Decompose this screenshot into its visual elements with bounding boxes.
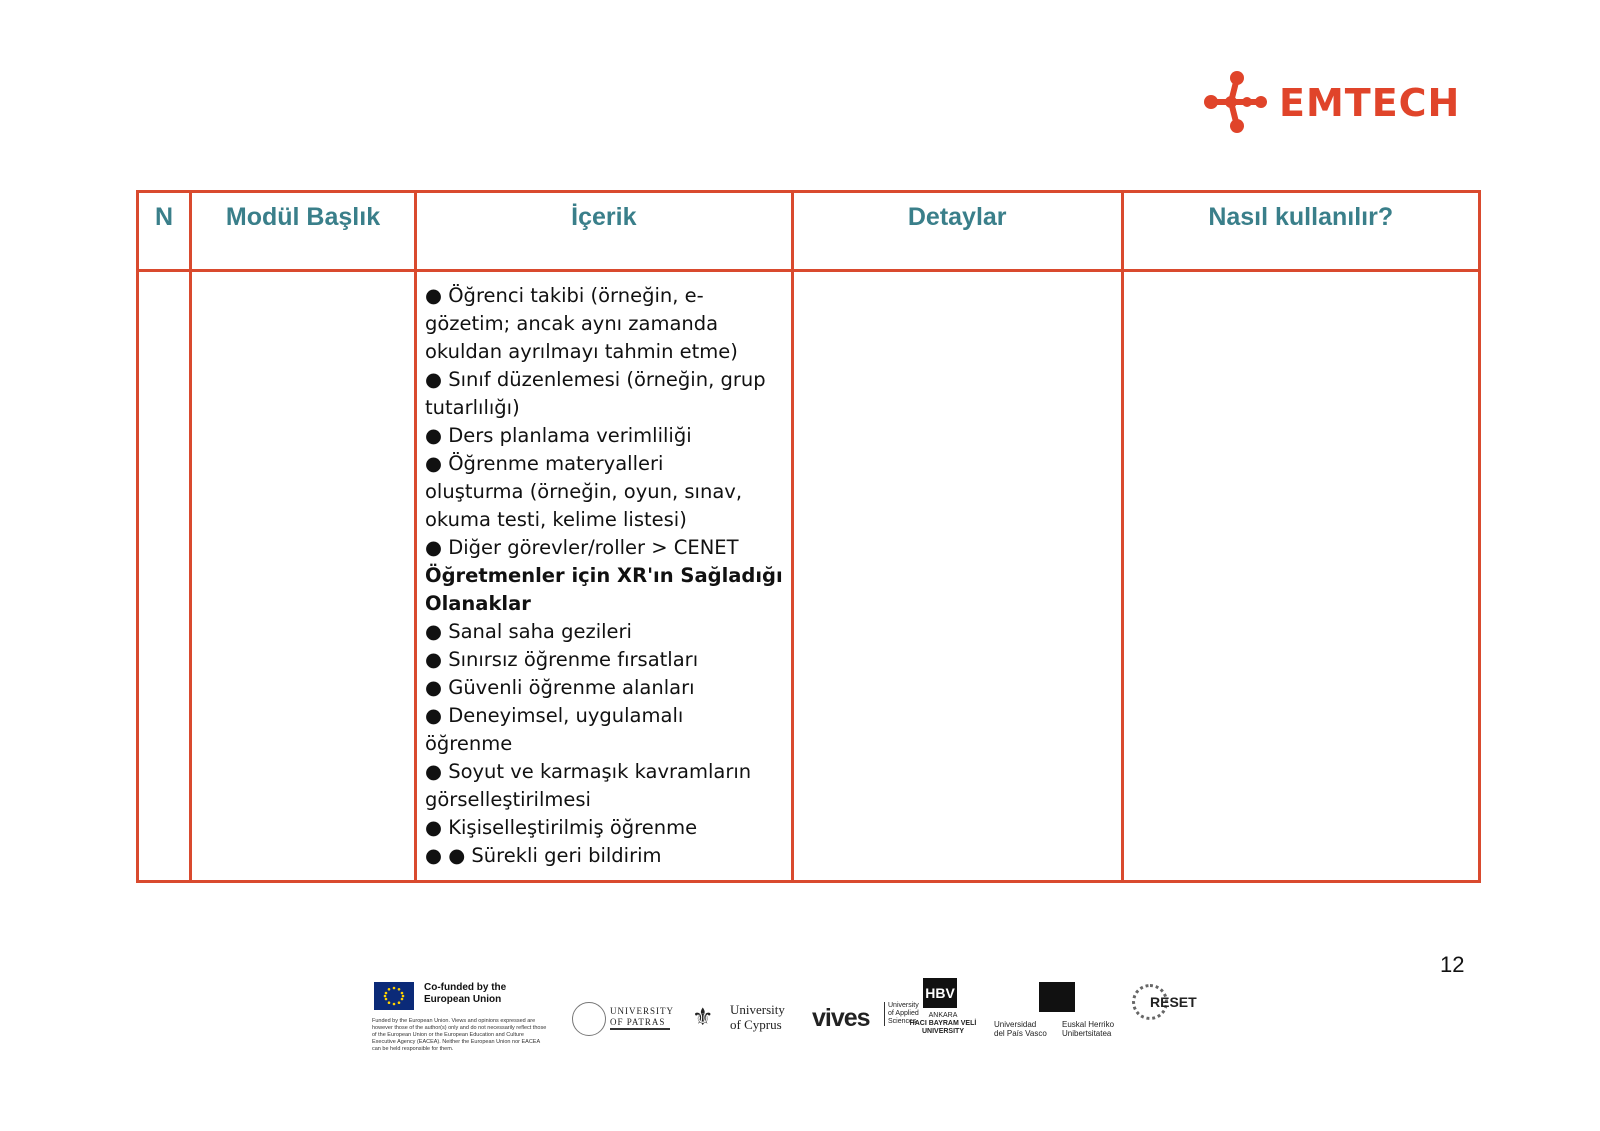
content-list bbox=[425, 282, 783, 870]
table-header-row bbox=[138, 192, 1480, 271]
cell-details bbox=[792, 271, 1122, 882]
header-content: İçerik bbox=[416, 192, 793, 271]
content-list-item: oluşturma (örneğin, oyun, sınav, bbox=[425, 480, 743, 503]
cell-module-title bbox=[191, 271, 416, 882]
page-number: 12 bbox=[1440, 952, 1465, 977]
content-list-item: ● Sınıf düzenlemesi (örneğin, grup bbox=[425, 368, 766, 391]
hbv-mark: HBV bbox=[923, 978, 957, 1008]
content-list-item: ● Deneyimsel, uygulamalı bbox=[425, 704, 684, 727]
content-list-item: ● Sınırsız öğrenme fırsatları bbox=[425, 648, 699, 671]
content-list-item: ● Ders planlama verimliliği bbox=[425, 424, 692, 447]
vives-name: vives bbox=[812, 1004, 870, 1032]
cyprus-emblem-icon: ⚜ bbox=[692, 1004, 714, 1031]
content-list-item: ● Öğrenme materyalleri bbox=[425, 452, 664, 475]
content-list-item: ● Sanal saha gezileri bbox=[425, 620, 632, 643]
content-list-item: görselleştirilmesi bbox=[425, 788, 591, 811]
content-list-item: öğrenme bbox=[425, 732, 513, 755]
ehu-name-eu: Euskal Herriko Unibertsitatea bbox=[1062, 1020, 1115, 1038]
brand-name: EMTECH bbox=[1279, 81, 1461, 125]
header-how-to-use: Nasıl kullanılır? bbox=[1122, 192, 1479, 271]
header-module-title: Modül Başlık bbox=[191, 192, 416, 271]
content-list-item: okuldan ayrılmayı tahmin etme) bbox=[425, 340, 738, 363]
eu-flag-icon bbox=[374, 982, 414, 1010]
table-row bbox=[138, 271, 1480, 882]
content-list-item: ● Kişiselleştirilmiş öğrenme bbox=[425, 816, 698, 839]
content-list-item: ● Diğer görevler/roller > CENET bbox=[425, 536, 739, 559]
header-details: Detaylar bbox=[792, 192, 1122, 271]
hbv-name: ANKARA HACI BAYRAM VELİ UNIVERSITY bbox=[909, 1012, 977, 1035]
content-list-item: okuma testi, kelime listesi) bbox=[425, 508, 687, 531]
emtech-logo bbox=[1203, 68, 1460, 138]
cell-n bbox=[138, 271, 191, 882]
patras-seal-icon bbox=[572, 1002, 606, 1036]
reset-name: RESET bbox=[1150, 994, 1197, 1010]
content-list-item: ● ● Sürekli geri bildirim bbox=[425, 844, 662, 867]
module-table bbox=[136, 190, 1481, 883]
molecule-logo-icon bbox=[1203, 68, 1273, 138]
content-list-item: ● Güvenli öğrenme alanları bbox=[425, 676, 695, 699]
content-heading: Öğretmenler için XR'ın Sağladığı bbox=[425, 564, 783, 587]
header-n: N bbox=[138, 192, 191, 271]
eu-disclaimer: Funded by the European Union. Views and opinions expressed are however those of the author(s) only and do not necessarily reflect those of the European Union or the European Education and Culture Executive Agency (EACEA). Neither the European Union nor EACEA can be held responsible for them. bbox=[372, 1018, 547, 1052]
ehu-tree-icon bbox=[1039, 982, 1075, 1012]
cell-content bbox=[416, 271, 793, 882]
cell-how-to-use bbox=[1122, 271, 1479, 882]
content-list-item: gözetim; ancak aynı zamanda bbox=[425, 312, 719, 335]
content-list-item: ● Soyut ve karmaşık kavramların bbox=[425, 760, 752, 783]
content-heading: Olanaklar bbox=[425, 592, 531, 615]
vives-subtitle: University of Applied Sciences bbox=[884, 1002, 919, 1026]
patras-name: UNIVERSITY OF PATRAS bbox=[610, 1006, 670, 1030]
content-list-item: tutarlılığı) bbox=[425, 396, 520, 419]
eu-title: Co-funded by the European Union bbox=[424, 982, 507, 1005]
cyprus-name: University of Cyprus bbox=[730, 1002, 785, 1032]
ehu-name-es: Universidad del País Vasco bbox=[994, 1020, 1047, 1038]
content-list-item: ● Öğrenci takibi (örneğin, e- bbox=[425, 284, 704, 307]
funding-footer bbox=[372, 978, 1242, 1068]
